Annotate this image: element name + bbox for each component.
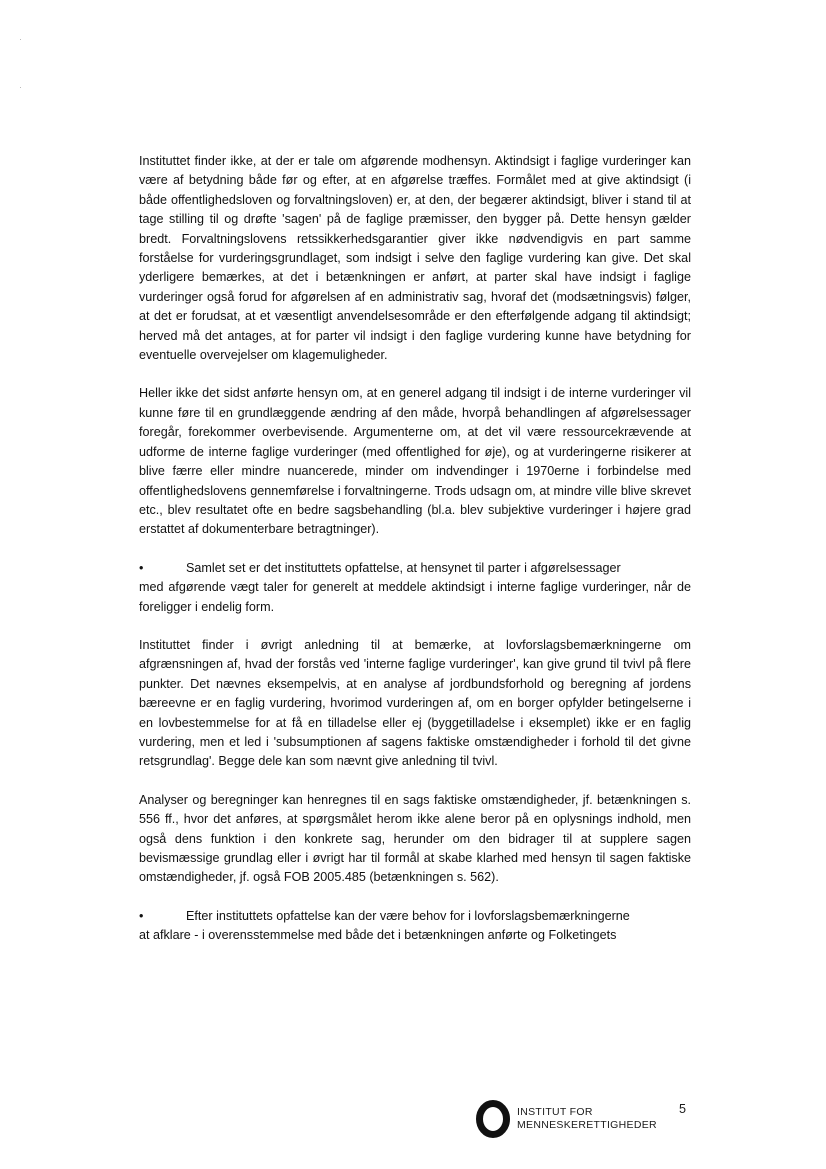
bullet-text-start: Efter instituttets opfattelse kan der være behov for i lovforslagsbemærkningerne xyxy=(186,908,630,923)
bullet-text-start: Samlet set er det instituttets opfattelse, at hensynet til parter i afgørelsessager xyxy=(186,560,621,575)
logo-line-1: INSTITUT FOR xyxy=(517,1106,593,1118)
scan-speck xyxy=(20,39,21,40)
bullet-paragraph-1 xyxy=(139,559,691,617)
document-body xyxy=(139,152,691,965)
bullet-text-rest: med afgørende vægt taler for generelt at meddele aktindsigt i interne faglige vurderinger, når de foreligger i endelig form. xyxy=(139,580,691,614)
page-number: 5 xyxy=(679,1102,687,1116)
scan-speck xyxy=(20,87,21,88)
bullet-icon: • xyxy=(139,908,144,923)
paragraph-2: Heller ikke det sidst anførte hensyn om, at en generel adgang til indsigt i de interne vurderinger vil kunne føre til en grundlæggende ændring af den måde, hvorpå behandlingen af afgørelsessager foregår, forekommer overbevisende. Argumenterne om, at det vil være ressourcekrævende at udforme de interne faglige vurderinger (med offentlighed for øje), og at vurderingerne risikerer at blive færre eller mindre nuancerede, minder om indvendinger i 1970erne i forbindelse med offentlighedslovens gennemførelse i forvaltningerne. Trods udsagn om, at mindre ville blive skrevet etc., blev resultatet ofte en bedre sagsbehandling (bl.a. blev subjektive vurderinger i højere grad erstattet af dokumenterbare betragtninger). xyxy=(139,386,691,537)
paragraph-1: Instituttet finder ikke, at der er tale om afgørende modhensyn. Aktindsigt i faglige vurderinger kan være af betydning både før og efter, at en afgørelse træffes. Formålet med at give aktindsigt (i både offentlighedsloven og forvaltningsloven) er, at den, der begærer aktindsigt, bliver i stand til at tage stilling til og drøfte 'sagen' på de faglige præmisser, den bygger på. Dette hensyn gælder bredt. Forvaltningslovens retssikkerhedsgarantier giver ikke nødvendigvis en part samme forståelse for vurderingsgrundlaget, som indsigt i selve den faglige vurdering kan give. Det skal yderligere bemærkes, at det i betænkningen er anført, at parter skal have indsigt i faglige vurderinger også forud for afgørelsen af en administrativ sag, hvoraf det (modsætningsvis) følger, at det er forudsat, at et væsentligt anvendelsesområde er den efterfølgende adgang til aktindsigt; herved må det antages, at for parter vil indsigt i den faglige vurdering kunne have betydning for eventuelle overvejelser om klagemuligheder. xyxy=(139,154,691,363)
logo-line-2: MENNESKERETTIGHEDER xyxy=(517,1119,657,1131)
logo-wordmark xyxy=(517,1106,657,1132)
bullet-first-line xyxy=(139,907,691,926)
paragraph-3: Instituttet finder i øvrigt anledning til at bemærke, at lovforslagsbemærkningerne om afgrænsningen af, hvad der forstås ved 'interne faglige vurderinger', kan give grund til tvivl på flere punkter. Det nævnes eksempelvis, at en analyse af jordbundsforhold og beregning af jordens bæreevne er en faglig vurdering, hvorimod vurderingen af, om en borger opfylder betingelserne i en lovbestemmelse for at få en tilladelse eller ej (byggetilladelse i eksemplet) ikke er en faglig vurdering, men et led i 'subsumptionen af sagens faktiske omstændigheder i forhold til det givne retsgrundlag'. Begge dele kan som nævnt give anledning til tvivl. xyxy=(139,637,691,769)
bullet-icon: • xyxy=(139,560,144,575)
bullet-text-rest: at afklare - i overensstemmelse med både det i betænkningen anførte og Folketingets xyxy=(139,928,617,943)
bullet-first-line xyxy=(139,559,691,578)
paragraph-4: Analyser og beregninger kan henregnes til en sags faktiske omstændigheder, jf. betænkningen s. 556 ff., hvor det anføres, at spørgsmålet herom ikke alene beror på en oplysnings indhold, men også dens funktion i den konkrete sag, herunder om den bidrager til at supplere sagen bevismæssige grundlag eller i øvrigt har til formål at skabe klarhed med hensyn til sagen faktiske omstændigheder, jf. også FOB 2005.485 (betænkningen s. 562). xyxy=(139,792,691,885)
bullet-paragraph-2 xyxy=(139,907,691,946)
institute-logo xyxy=(475,1099,657,1139)
institute-ring-logo-icon xyxy=(475,1099,511,1139)
